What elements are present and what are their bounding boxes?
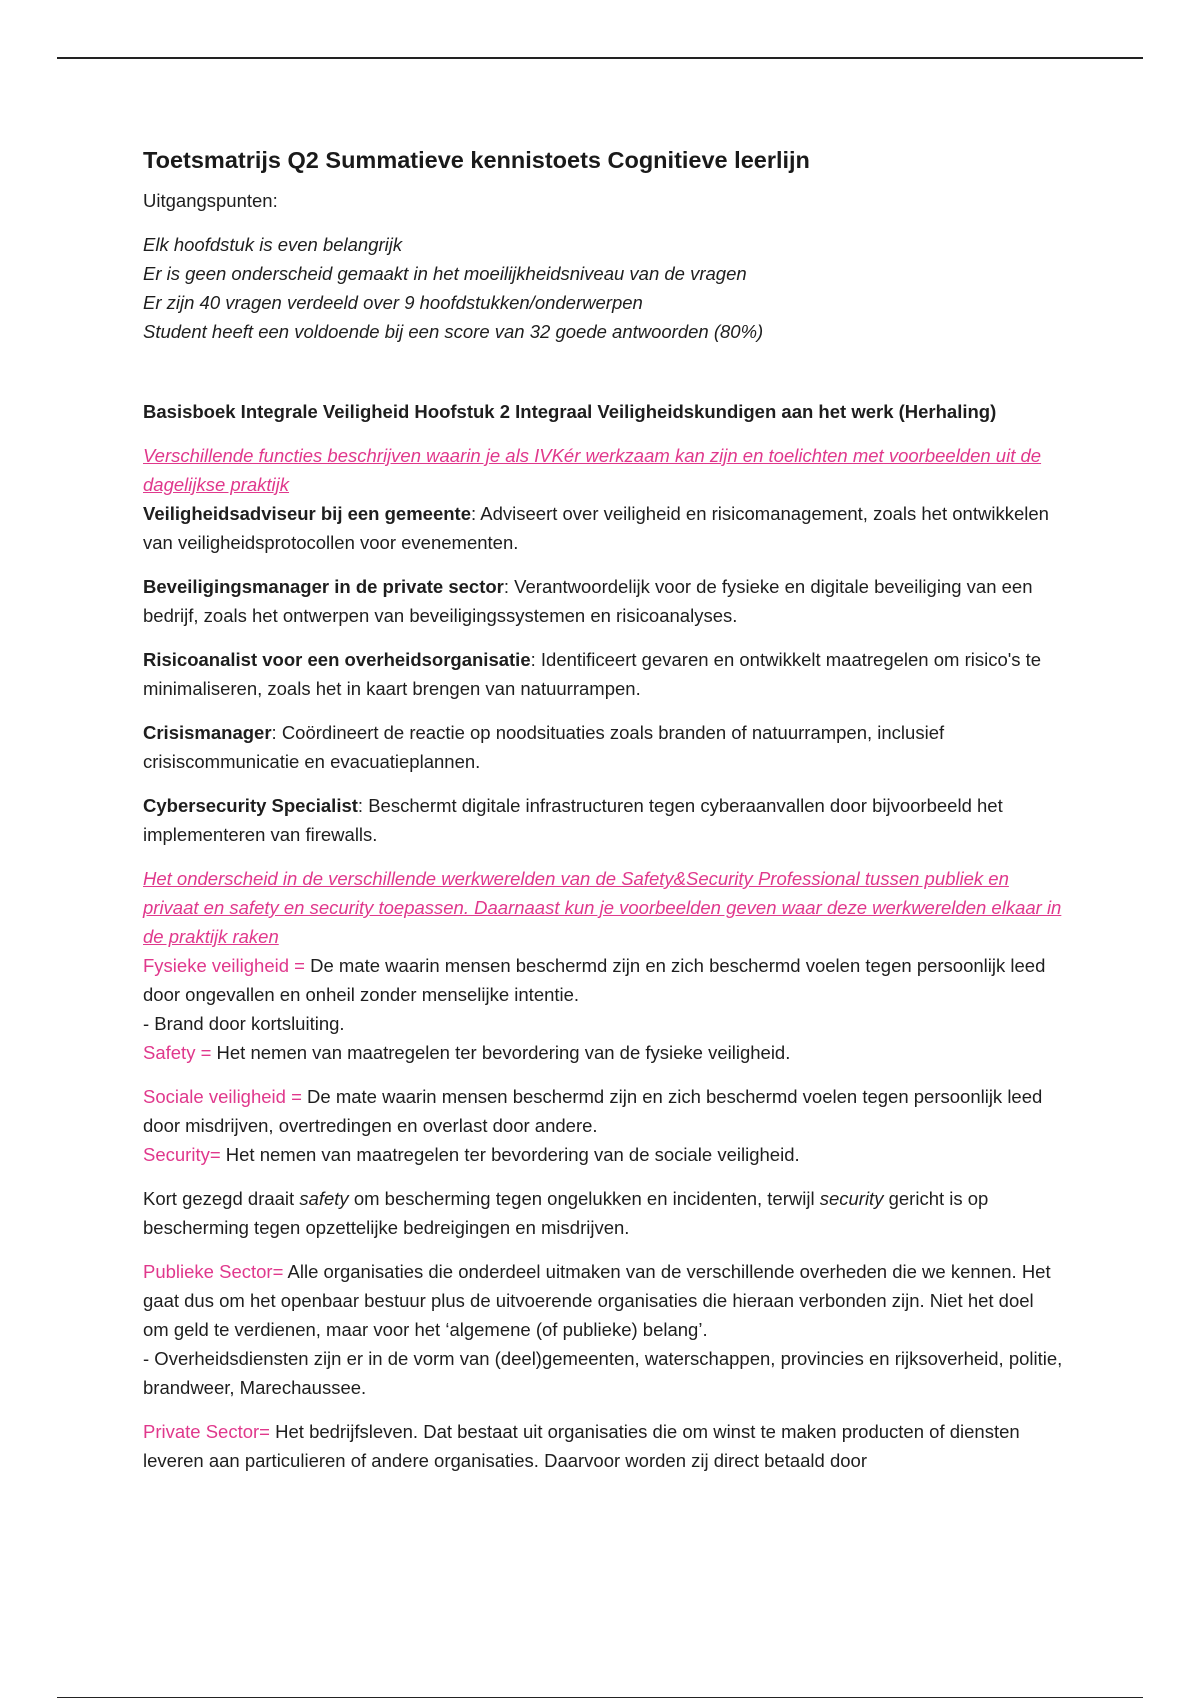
- function-item: [143, 718, 1063, 776]
- summary-text: gericht is op bescherming tegen opzettelijke bedreigingen en misdrijven.: [143, 1188, 989, 1238]
- function-item: [143, 791, 1063, 849]
- function-desc: : Verantwoordelijk voor de fysieke en digitale beveiliging van een bedrijf, zoals het ontwerpen van beveiligingssystemen en risicoanalyses.: [143, 576, 1033, 626]
- definition-term: Safety =: [143, 1042, 212, 1063]
- chapter-heading: Basisboek Integrale Veiligheid Hoofstuk 2 Integraal Veiligheidskundigen aan het werk (Herhaling): [143, 401, 997, 422]
- uitgangspunt-item: Student heeft een voldoende bij een score van 32 goede antwoorden (80%): [143, 321, 764, 342]
- definition-publieke-sector: [143, 1257, 1063, 1344]
- learning-objective-1: Verschillende functies beschrijven waarin je als IVKér werkzaam kan zijn en toelichten met voorbeelden uit de dagelijkse praktijk: [143, 445, 1042, 495]
- summary-text: om bescherming tegen ongelukken en incidenten, terwijl: [348, 1188, 820, 1209]
- definition-term: Publieke Sector=: [143, 1261, 284, 1282]
- uitgangspunten-label: Uitgangspunten:: [143, 190, 278, 211]
- definition-term: Security=: [143, 1144, 221, 1165]
- learning-objective-2: Het onderscheid in de verschillende werkwerelden van de Safety&Security Professional tussen publiek en privaat en safety en security toepassen. Daarnaast kun je voorbeelden geven waar deze werkwerelden elkaar in de praktijk raken: [143, 868, 1062, 947]
- function-term: Cybersecurity Specialist: [143, 795, 358, 816]
- summary-emphasis: security: [819, 1188, 884, 1209]
- definition-desc: De mate waarin mensen beschermd zijn en zich beschermd voelen tegen persoonlijk leed door misdrijven, overtredingen en overlast door andere.: [143, 1086, 1043, 1136]
- page-title: Toetsmatrijs Q2 Summatieve kennistoets Cognitieve leerlijn: [143, 147, 810, 173]
- footer-rule: [57, 1697, 1143, 1698]
- document-page: [143, 143, 1063, 1475]
- function-item: [143, 645, 1063, 703]
- function-desc: : Adviseert over veiligheid en risicomanagement, zoals het ontwikkelen van veiligheidsprotocollen voor evenementen.: [143, 503, 1049, 553]
- function-item: [143, 572, 1063, 630]
- definition-desc: Het nemen van maatregelen ter bevordering van de sociale veiligheid.: [220, 1144, 800, 1165]
- function-item: [143, 499, 1063, 557]
- definition-desc: Alle organisaties die onderdeel uitmaken van de verschillende overheden die we kennen. Het gaat dus om het openbaar bestuur plus de uitvoerende organisaties die hieraan verbonden zijn. Niet het doel om geld te verdienen, maar voor het ‘algemene (of publieke) belang’.: [143, 1261, 1051, 1340]
- example-item: - Overheidsdiensten zijn er in de vorm van (deel)gemeenten, waterschappen, provincies en rijksoverheid, politie, brandweer, Marechaussee.: [143, 1348, 1063, 1398]
- definition-term: Private Sector=: [143, 1421, 270, 1442]
- definition-term: Fysieke veiligheid =: [143, 955, 305, 976]
- definition-fysieke-veiligheid: [143, 951, 1063, 1009]
- function-desc: : Coördineert de reactie op noodsituaties zoals branden of natuurrampen, inclusief crisiscommunicatie en evacuatieplannen.: [143, 722, 945, 772]
- header-rule: [57, 57, 1143, 59]
- definition-desc: Het nemen van maatregelen ter bevordering van de fysieke veiligheid.: [211, 1042, 791, 1063]
- definition-security: [143, 1140, 1063, 1169]
- summary-text: Kort gezegd draait: [143, 1188, 300, 1209]
- definition-sociale-veiligheid: [143, 1082, 1063, 1140]
- definition-safety: [143, 1038, 1063, 1067]
- function-term: Crisismanager: [143, 722, 272, 743]
- summary-paragraph: [143, 1184, 1063, 1242]
- function-desc: : Identificeert gevaren en ontwikkelt maatregelen om risico's te minimaliseren, zoals het in kaart brengen van natuurrampen.: [143, 649, 1042, 699]
- definition-desc: Het bedrijfsleven. Dat bestaat uit organisaties die om winst te maken producten of diensten leveren aan particulieren of andere organisaties. Daarvoor worden zij direct betaald door: [143, 1421, 1020, 1471]
- definition-private-sector: [143, 1417, 1063, 1475]
- function-term: Risicoanalist voor een overheidsorganisatie: [143, 649, 531, 670]
- example-item: - Brand door kortsluiting.: [143, 1013, 345, 1034]
- definition-desc: De mate waarin mensen beschermd zijn en zich beschermd voelen tegen persoonlijk leed door ongevallen en onheil zonder menselijke intentie.: [143, 955, 1046, 1005]
- uitgangspunten-list: [143, 230, 1063, 346]
- summary-emphasis: safety: [299, 1188, 349, 1209]
- uitgangspunt-item: Er zijn 40 vragen verdeeld over 9 hoofdstukken/onderwerpen: [143, 292, 643, 313]
- function-term: Veiligheidsadviseur bij een gemeente: [143, 503, 471, 524]
- function-desc: : Beschermt digitale infrastructuren tegen cyberaanvallen door bijvoorbeeld het implementeren van firewalls.: [143, 795, 1003, 845]
- definition-term: Sociale veiligheid =: [143, 1086, 302, 1107]
- function-term: Beveiligingsmanager in de private sector: [143, 576, 504, 597]
- uitgangspunt-item: Er is geen onderscheid gemaakt in het moeilijkheidsniveau van de vragen: [143, 263, 747, 284]
- uitgangspunt-item: Elk hoofdstuk is even belangrijk: [143, 234, 403, 255]
